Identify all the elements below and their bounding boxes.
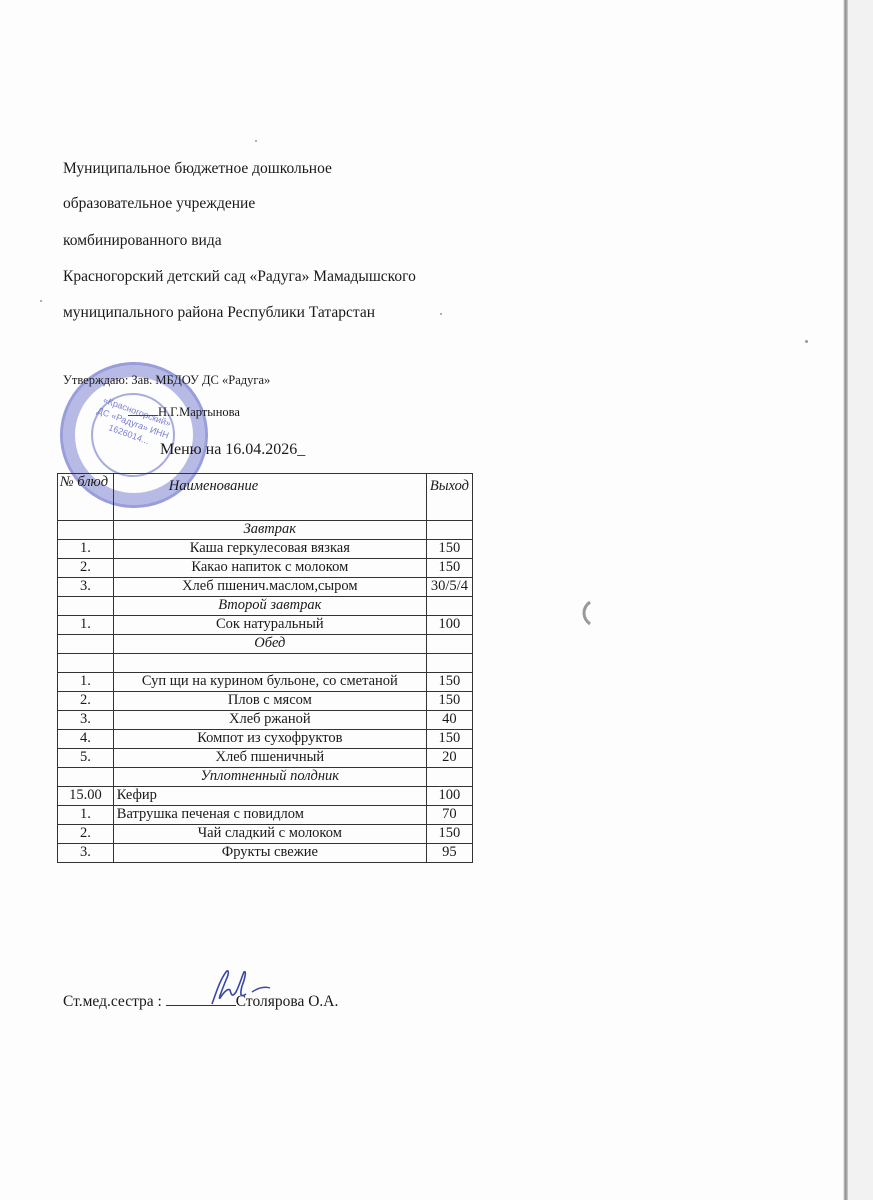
stamp-text: «Красногорский» ДС «Радуга» ИНН 1626014... [95, 394, 173, 447]
approver-name-text: Н.Г.Мартынова [158, 405, 240, 419]
scan-speck [255, 140, 257, 142]
dish-number: 1. [58, 673, 114, 692]
org-line-1: Муниципальное бюджетное дошкольное [63, 160, 332, 177]
menu-item-row [58, 711, 473, 730]
dish-name: Обед [113, 635, 426, 654]
org-line-4: Красногорский детский сад «Радуга» Мамадышского [63, 268, 416, 285]
dish-number: 1. [58, 616, 114, 635]
dish-number: 3. [58, 711, 114, 730]
dish-output: 150 [426, 692, 472, 711]
dish-name: Второй завтрак [113, 597, 426, 616]
menu-section-row [58, 521, 473, 540]
dish-name: Завтрак [113, 521, 426, 540]
header-name: Наименование [113, 474, 426, 521]
dish-output: 150 [426, 559, 472, 578]
dish-number: 4. [58, 730, 114, 749]
dish-name: Суп щи на курином бульоне, со сметаной [113, 673, 426, 692]
menu-section-row [58, 768, 473, 787]
dish-name: Уплотненный полдник [113, 768, 426, 787]
dish-number [58, 654, 114, 673]
dish-name: Чай сладкий с молоком [113, 825, 426, 844]
dish-output: 100 [426, 616, 472, 635]
menu-item-row [58, 844, 473, 863]
dish-output: 150 [426, 673, 472, 692]
dish-output: 70 [426, 806, 472, 825]
menu-item-row [58, 559, 473, 578]
dish-name: Фрукты свежие [113, 844, 426, 863]
scan-speck [440, 313, 442, 315]
dish-number: 1. [58, 540, 114, 559]
dish-number: 5. [58, 749, 114, 768]
header-number: № блюд [58, 474, 114, 521]
menu-item-row [58, 616, 473, 635]
dish-number: 3. [58, 578, 114, 597]
dish-output: 95 [426, 844, 472, 863]
dish-output: 20 [426, 749, 472, 768]
menu-item-row [58, 578, 473, 597]
dish-output [426, 521, 472, 540]
dish-output: 150 [426, 825, 472, 844]
dish-output [426, 635, 472, 654]
menu-section-row [58, 635, 473, 654]
org-line-5: муниципального района Республики Татарстан [63, 304, 376, 321]
dish-name: Плов с мясом [113, 692, 426, 711]
signature-scribble-icon [206, 968, 276, 1008]
scan-speck [805, 340, 808, 343]
dish-output [426, 654, 472, 673]
page-edge-shadow [843, 0, 848, 1200]
scan-background-edge [848, 0, 873, 1200]
dish-number: 2. [58, 825, 114, 844]
dish-name [113, 654, 426, 673]
approver-name [128, 405, 240, 420]
dish-name: Кефир [113, 787, 426, 806]
approver-signature-line [128, 415, 158, 416]
header-output: Выход [426, 474, 472, 521]
dish-number: 2. [58, 692, 114, 711]
menu-item-row [58, 787, 473, 806]
scan-speck [40, 300, 42, 302]
approval-label: Утверждаю: Зав. МБДОУ ДС «Радуга» [63, 373, 271, 387]
dish-name: Хлеб пшенич.маслом,сыром [113, 578, 426, 597]
dish-number: 15.00 [58, 787, 114, 806]
menu-item-row [58, 730, 473, 749]
dish-output: 150 [426, 730, 472, 749]
dish-number [58, 597, 114, 616]
dish-name: Компот из сухофруктов [113, 730, 426, 749]
dish-name: Хлеб пшеничный [113, 749, 426, 768]
dish-output: 100 [426, 787, 472, 806]
dish-output [426, 768, 472, 787]
signature-name: Столярова О.А. [235, 993, 339, 1010]
menu-title: Меню на 16.04.2026_ [160, 441, 306, 458]
org-line-2: образовательное учреждение [63, 195, 256, 212]
dish-number [58, 521, 114, 540]
scan-mark [578, 600, 598, 630]
dish-number: 3. [58, 844, 114, 863]
signature-role: Ст.мед.сестра : [63, 993, 166, 1010]
dish-number: 2. [58, 559, 114, 578]
dish-number [58, 768, 114, 787]
dish-name: Ватрушка печеная с повидлом [113, 806, 426, 825]
menu-table-body [58, 521, 473, 863]
menu-item-row [58, 540, 473, 559]
menu-item-row [58, 825, 473, 844]
menu-item-row [58, 806, 473, 825]
menu-section-row [58, 597, 473, 616]
dish-name: Какао напиток с молоком [113, 559, 426, 578]
dish-number: 1. [58, 806, 114, 825]
dish-name: Каша геркулесовая вязкая [113, 540, 426, 559]
menu-empty-row [58, 654, 473, 673]
dish-output: 150 [426, 540, 472, 559]
signature-line [63, 993, 338, 1011]
dish-output: 30/5/4 [426, 578, 472, 597]
dish-name: Сок натуральный [113, 616, 426, 635]
dish-output [426, 597, 472, 616]
dish-number [58, 635, 114, 654]
menu-table [57, 473, 473, 863]
table-header-row [58, 474, 473, 521]
org-line-3: комбинированного вида [63, 232, 222, 249]
dish-name: Хлеб ржаной [113, 711, 426, 730]
menu-item-row [58, 692, 473, 711]
menu-item-row [58, 749, 473, 768]
dish-output: 40 [426, 711, 472, 730]
menu-item-row [58, 673, 473, 692]
